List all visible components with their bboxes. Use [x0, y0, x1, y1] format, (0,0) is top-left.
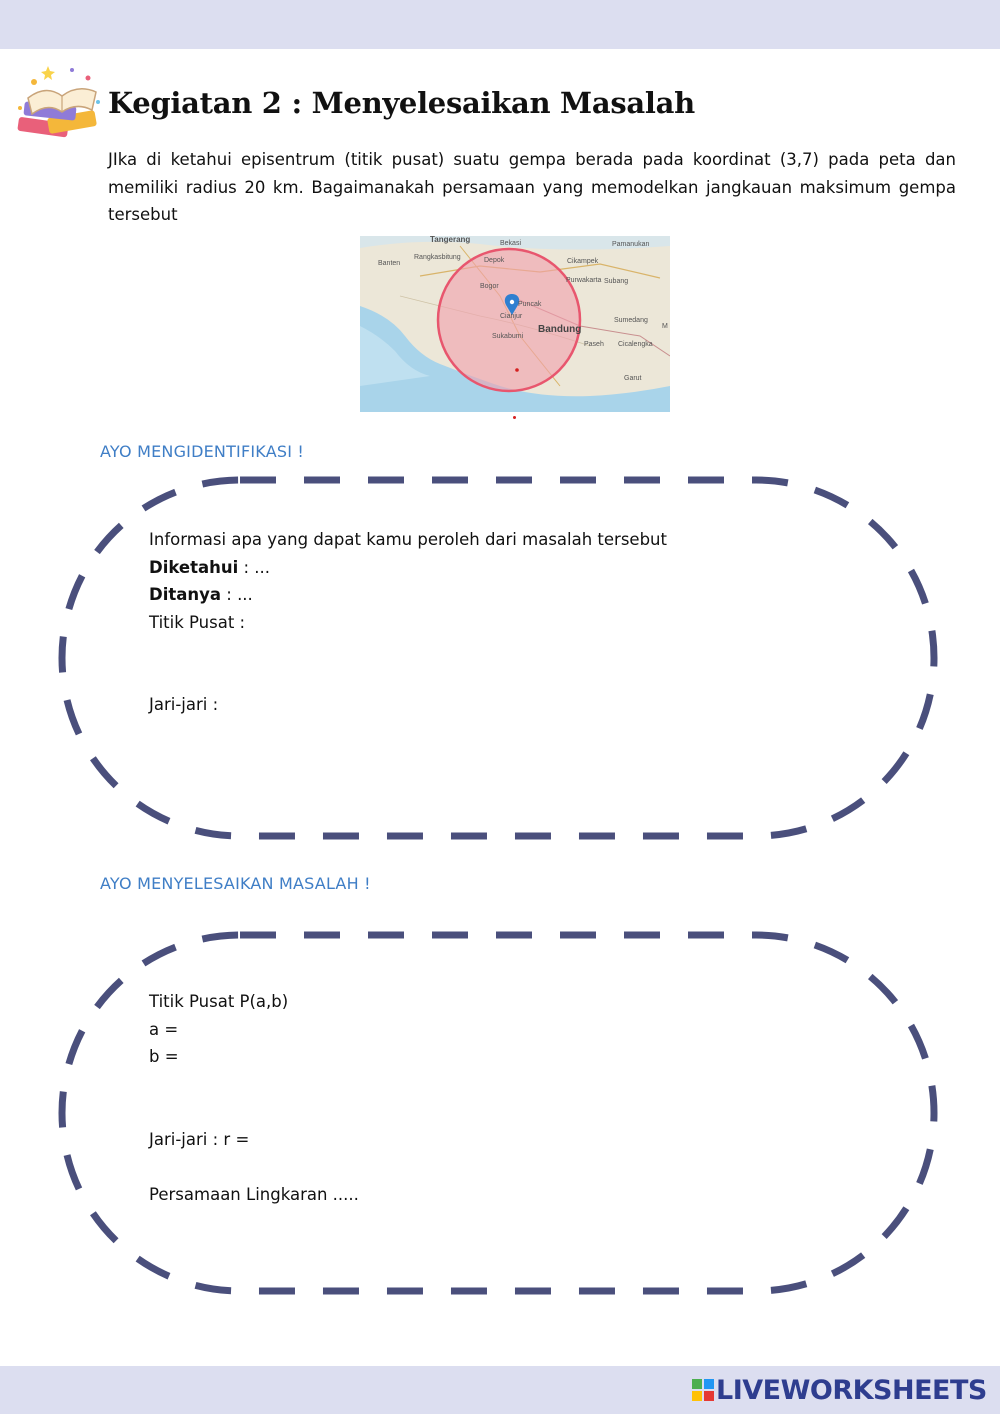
logo-text: LIVEWORKSHEETS: [716, 1374, 987, 1406]
svg-text:Bogor: Bogor: [480, 283, 499, 290]
asked-value[interactable]: : ...: [221, 585, 253, 604]
svg-text:M: M: [662, 323, 668, 330]
identify-intro: Informasi apa yang dapat kamu peroleh dari masalah tersebut: [149, 530, 667, 549]
solve-heading: AYO MENYELESAIKAN MASALAH !: [100, 874, 371, 893]
map-graphic: [360, 236, 670, 412]
svg-text:Puncak: Puncak: [518, 301, 542, 308]
asked-label: Ditanya: [149, 585, 222, 604]
svg-text:Bekasi: Bekasi: [500, 240, 522, 247]
svg-text:Cianjur: Cianjur: [500, 313, 523, 320]
svg-text:Subang: Subang: [604, 278, 629, 285]
svg-text:Sukabumi: Sukabumi: [492, 333, 524, 340]
solve-center: Titik Pusat P(a,b): [149, 992, 289, 1011]
svg-text:Rangkasbitung: Rangkasbitung: [414, 254, 461, 261]
svg-text:Banten: Banten: [378, 260, 401, 267]
marker-dot: [513, 416, 516, 419]
svg-text:Pamanukan: Pamanukan: [612, 241, 650, 248]
svg-text:Bandung: Bandung: [538, 324, 582, 335]
solve-content: [149, 988, 359, 1208]
known-value[interactable]: : ...: [238, 557, 271, 577]
a-field[interactable]: a =: [149, 1019, 179, 1039]
problem-statement: JIka di ketahui episentrum (titik pusat) suatu gempa berada pada koordinat (3,7) pada peta dan memiliki radius 20 km. Bagaimanakah persamaan yang memodelkan jangkauan maksimum gempa tersebut: [108, 150, 956, 224]
page-title: Kegiatan 2 : Menyelesaikan Masalah: [108, 86, 695, 120]
b-field[interactable]: b =: [149, 1047, 179, 1066]
svg-text:Cicalengka: Cicalengka: [618, 341, 653, 348]
svg-text:Paseh: Paseh: [584, 341, 604, 348]
svg-text:Depok: Depok: [484, 257, 505, 264]
svg-text:Purwakarta: Purwakarta: [566, 277, 602, 284]
earthquake-map: [360, 236, 670, 412]
known-line: [149, 554, 667, 582]
known-label: Diketahui: [149, 557, 239, 577]
svg-text:Garut: Garut: [624, 375, 642, 382]
equation-field[interactable]: Persamaan Lingkaran .....: [149, 1184, 359, 1204]
center-field[interactable]: Titik Pusat :: [149, 612, 246, 632]
logo-grid-icon: [692, 1379, 714, 1401]
svg-text:Cikampek: Cikampek: [567, 258, 599, 265]
r-field[interactable]: Jari-jari : r =: [149, 1129, 250, 1149]
identify-content: [149, 526, 667, 719]
top-banner: [0, 0, 1000, 49]
svg-text:Sumedang: Sumedang: [614, 317, 648, 324]
liveworksheets-logo[interactable]: [692, 1374, 987, 1406]
radius-field[interactable]: Jari-jari :: [149, 695, 219, 714]
svg-text:Tangerang: Tangerang: [430, 236, 471, 244]
asked-line: [149, 581, 667, 609]
books-icon: [12, 58, 104, 150]
identify-heading: AYO MENGIDENTIFIKASI !: [100, 442, 305, 461]
